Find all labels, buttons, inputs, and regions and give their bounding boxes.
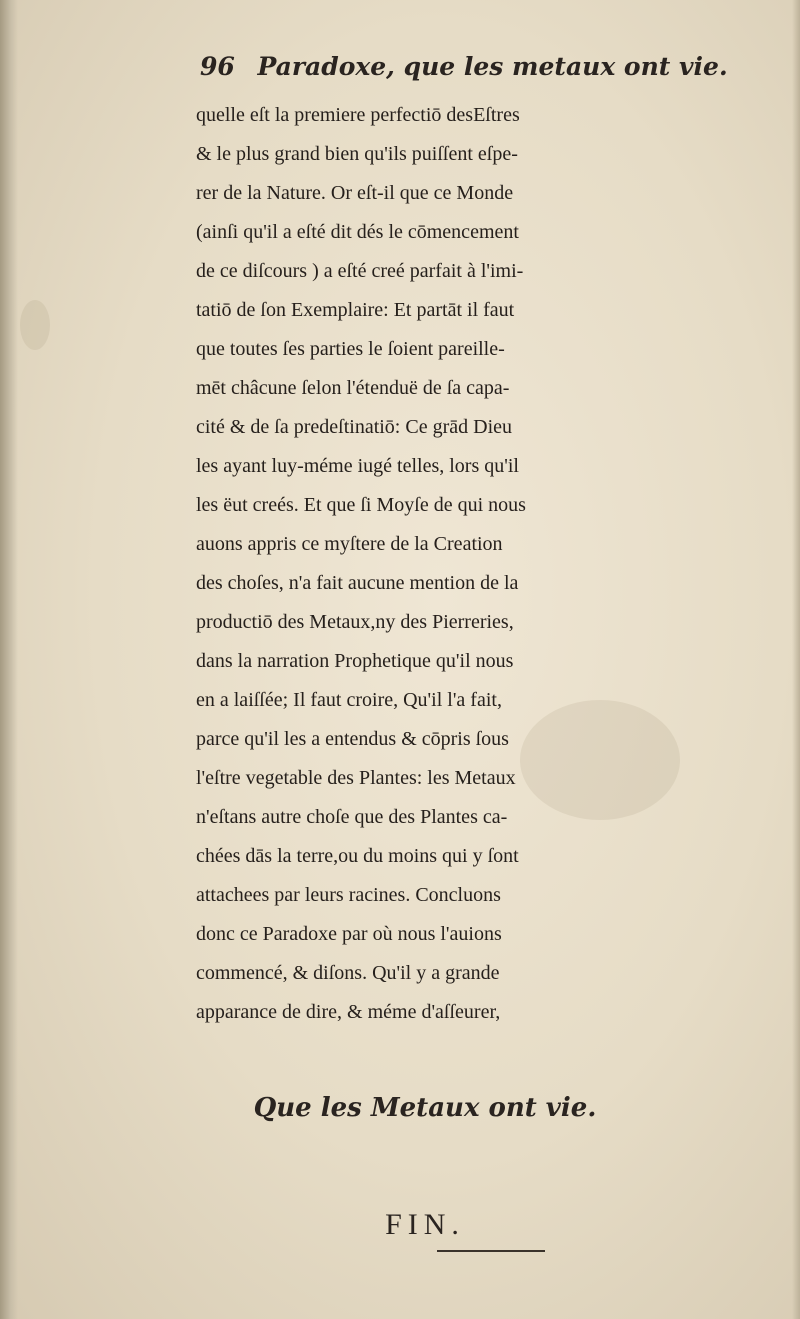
text-line: chées dās la terre,ou du moins qui y ſont xyxy=(196,845,519,867)
text-line: cité & de ſa predeſtinatiō: Ce grād Dieu xyxy=(196,416,512,438)
end-mark-rule xyxy=(437,1250,545,1252)
body-text xyxy=(196,96,796,1032)
text-line: (ainſi qu'il a eſté dit dés le cōmencement xyxy=(196,221,519,243)
closing-title: Que les Metaux ont vie. xyxy=(253,1093,597,1123)
running-title: Paradoxe, que les metaux ont vie. xyxy=(257,52,728,81)
text-line: productiō des Metaux,ny des Pierreries, xyxy=(196,611,514,633)
text-line: l'eſtre vegetable des Plantes: les Metaux xyxy=(196,767,516,789)
text-line: tatiō de ſon Exemplaire: Et partāt il faut xyxy=(196,299,515,321)
text-line: mēt châcune ſelon l'étenduë de ſa capa- xyxy=(196,377,510,399)
text-line: donc ce Paradoxe par où nous l'auions xyxy=(196,923,502,945)
text-line: n'eſtans autre choſe que des Plantes ca- xyxy=(196,806,508,828)
ink-stain xyxy=(20,300,50,350)
text-line: les ayant luy-méme iugé telles, lors qu'il xyxy=(196,455,519,477)
text-line: les ëut creés. Et que ſi Moyſe de qui nous xyxy=(196,494,526,516)
page-number: 96 xyxy=(200,52,235,81)
text-line: apparance de dire, & méme d'aſſeurer, xyxy=(196,1001,501,1023)
text-line: parce qu'il les a entendus & cōpris ſous xyxy=(196,728,509,750)
running-header xyxy=(200,52,760,92)
end-mark: FIN. xyxy=(385,1208,465,1241)
text-line: & le plus grand bien qu'ils puiſſent eſpe- xyxy=(196,143,518,165)
text-line: auons appris ce myſtere de la Creation xyxy=(196,533,503,555)
text-line: quelle eſt la premiere perfectiō desEſtres xyxy=(196,104,520,126)
text-line: rer de la Nature. Or eſt-il que ce Monde xyxy=(196,182,514,204)
text-line: en a laiſſée; Il faut croire, Qu'il l'a fait, xyxy=(196,689,502,711)
text-line: dans la narration Prophetique qu'il nous xyxy=(196,650,514,672)
text-line: des choſes, n'a fait aucune mention de la xyxy=(196,572,519,594)
text-line: de ce diſcours ) a eſté creé parfait à l'imi- xyxy=(196,260,524,282)
text-line: que toutes ſes parties le ſoient pareille- xyxy=(196,338,505,360)
text-line: attachees par leurs racines. Concluons xyxy=(196,884,501,906)
text-line: commencé, & diſons. Qu'il y a grande xyxy=(196,962,500,984)
